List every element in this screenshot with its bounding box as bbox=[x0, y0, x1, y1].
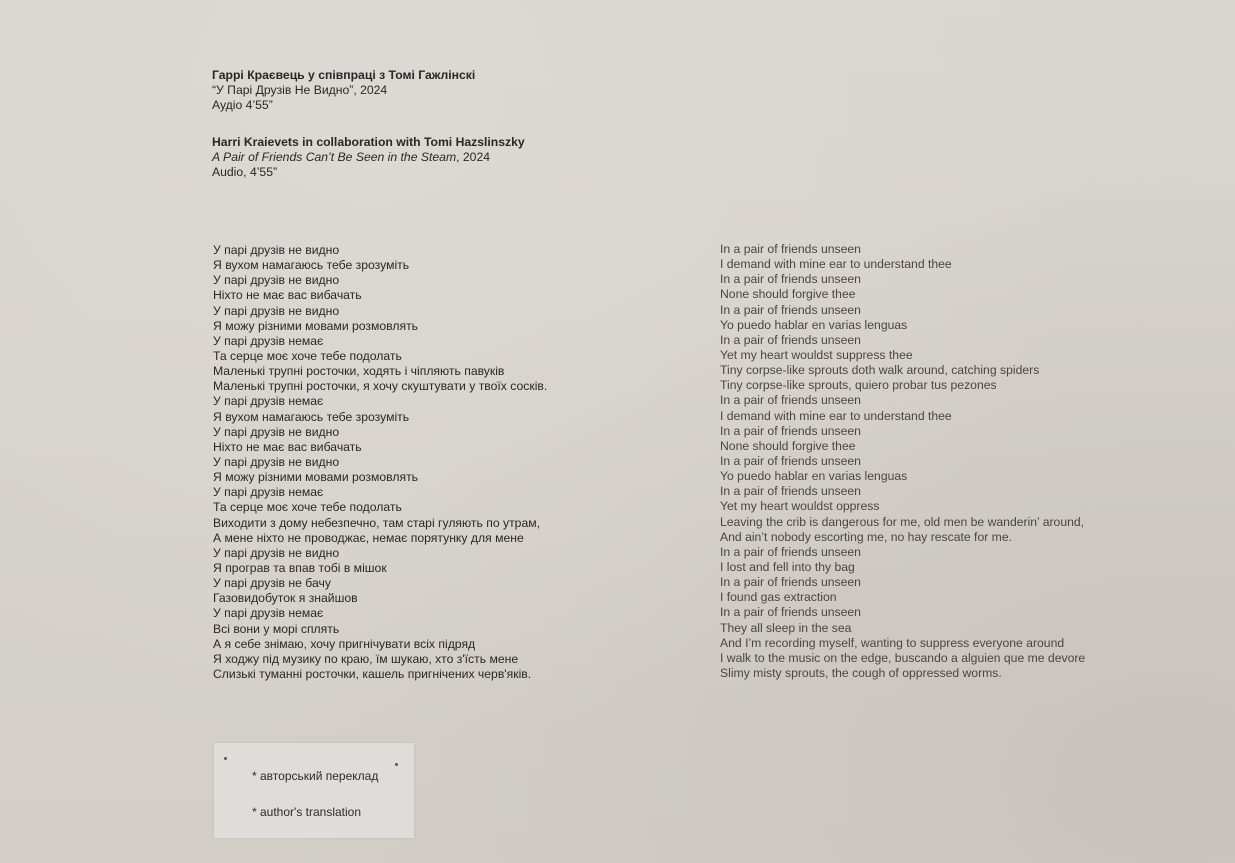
pin-icon bbox=[395, 763, 398, 766]
lyric-line: I walk to the music on the edge, buscando a alguien que me devore bbox=[720, 650, 1086, 665]
lyric-line: Tiny corpse-like sprouts doth walk around, catching spiders bbox=[720, 363, 1040, 378]
lyric-line: I lost and fell into thy bag bbox=[720, 559, 855, 574]
lyric-line: Маленькі трупні росточки, я хочу скуштувати у твоїх сосків. bbox=[213, 379, 548, 394]
lyric-line: I demand with mine ear to understand thee bbox=[720, 408, 952, 423]
lyric-line: У парі друзів не видно bbox=[213, 303, 340, 318]
lyric-line: Та серце моє хоче тебе подолать bbox=[213, 348, 402, 363]
lyric-line: Ніхто не має вас вибачать bbox=[213, 439, 362, 454]
lyric-line: In a pair of friends unseen bbox=[720, 423, 861, 438]
lyric-line: They all sleep in the sea bbox=[720, 620, 852, 635]
lyric-line: In a pair of friends unseen bbox=[720, 484, 861, 499]
lyric-line: Я вухом намагаюсь тебе зрозуміть bbox=[213, 409, 410, 424]
lyric-line: У парі друзів не бачу bbox=[213, 576, 331, 591]
lyric-line: У парі друзів не видно bbox=[213, 545, 340, 560]
lyric-line: Слизькі туманні росточки, кашель пригнічених черв'яків. bbox=[213, 666, 532, 681]
lyric-line: Yo puedo hablar en varias lenguas bbox=[720, 317, 908, 332]
lyric-line: In a pair of friends unseen bbox=[720, 575, 861, 590]
lyric-line: А мене ніхто не проводжає, немає порятунку для мене bbox=[213, 530, 524, 545]
lyric-line: In a pair of friends unseen bbox=[720, 272, 861, 287]
lyric-line: In a pair of friends unseen bbox=[720, 242, 861, 256]
lyric-line: I found gas extraction bbox=[720, 590, 837, 605]
lyric-line: I demand with mine ear to understand thee bbox=[720, 257, 952, 272]
lyric-line: In a pair of friends unseen bbox=[720, 393, 861, 408]
medium-uk: Аудіо 4’55” bbox=[212, 98, 273, 112]
year-en: , 2024 bbox=[456, 150, 490, 164]
lyric-line: Виходити з дому небезпечно, там старі гуляють по утрам, bbox=[213, 515, 540, 530]
lyric-line: In a pair of friends unseen bbox=[720, 544, 861, 559]
header-ukrainian bbox=[212, 68, 632, 113]
lyric-line: Ніхто не має вас вибачать bbox=[213, 288, 362, 303]
lyric-line: Я ходжу під музику по краю, їм шукаю, хто з'їсть мене bbox=[213, 651, 519, 666]
lyric-line: Slimy misty sprouts, the cough of oppressed worms. bbox=[720, 665, 1002, 680]
lyric-line: У парі друзів немає bbox=[213, 394, 324, 409]
lyric-line: In a pair of friends unseen bbox=[720, 302, 861, 317]
title-en: A Pair of Friends Can’t Be Seen in the Steam bbox=[212, 150, 457, 164]
lyric-line: Tiny corpse-like sprouts, quiero probar tus pezones bbox=[720, 378, 997, 393]
pin-icon bbox=[224, 757, 227, 760]
lyric-line: У парі друзів немає bbox=[213, 333, 324, 348]
lyrics-ukrainian bbox=[213, 243, 547, 682]
lyric-line: Yet my heart wouldst oppress bbox=[720, 499, 880, 514]
lyric-line: And I’m recording myself, wanting to suppress everyone around bbox=[720, 635, 1065, 650]
lyric-line: У парі друзів не видно bbox=[213, 424, 340, 439]
wall-label-header bbox=[212, 68, 632, 202]
lyric-line: In a pair of friends unseen bbox=[720, 605, 861, 620]
lyric-line: Yet my heart wouldst suppress thee bbox=[720, 347, 913, 362]
lyric-line: Газовидобуток я знайшов bbox=[213, 591, 358, 606]
lyric-line: Всі вони у морі сплять bbox=[213, 621, 340, 636]
artists-en: Harri Kraievets in collaboration with Tomi Hazslinszky bbox=[212, 135, 525, 149]
lyric-line: None should forgive thee bbox=[720, 438, 856, 453]
lyric-line: Я можу різними мовами розмовлять bbox=[213, 318, 419, 333]
lyric-line: Leaving the crib is dangerous for me, old men be wanderin’ around, bbox=[720, 514, 1085, 529]
header-english bbox=[212, 135, 632, 180]
title-year-en bbox=[212, 150, 632, 165]
lyric-line: У парі друзів не видно bbox=[213, 454, 340, 469]
lyric-line: У парі друзів немає bbox=[213, 485, 324, 500]
lyric-line: Я вухом намагаюсь тебе зрозуміть bbox=[213, 258, 410, 273]
lyric-line: In a pair of friends unseen bbox=[720, 332, 861, 347]
lyric-line: А я себе знімаю, хочу пригнічувати всіх підряд bbox=[213, 636, 476, 651]
lyric-line: Я програв та впав тобі в мішок bbox=[213, 560, 387, 575]
lyrics-english bbox=[720, 242, 1085, 681]
lyric-line: У парі друзів не видно bbox=[213, 273, 340, 288]
lyric-line: Та серце моє хоче тебе подолать bbox=[213, 500, 402, 515]
lyric-line: Маленькі трупні росточки, ходять і чіпляють павуків bbox=[213, 364, 505, 379]
note-uk: * авторський переклад bbox=[252, 769, 379, 783]
note-en: * author's translation bbox=[252, 805, 362, 819]
lyric-line: Yo puedo hablar en varias lenguas bbox=[720, 469, 908, 484]
translation-note-card bbox=[214, 743, 414, 838]
medium-en: Audio, 4’55” bbox=[212, 165, 278, 179]
lyric-line: None should forgive thee bbox=[720, 287, 856, 302]
title-year-uk: “У Парі Друзів Не Видно”, 2024 bbox=[212, 83, 388, 97]
artists-uk: Гаррі Краєвець у співпраці з Томі Гажлінскі bbox=[212, 68, 476, 82]
lyric-line: And ain’t nobody escorting me, no hay rescate for me. bbox=[720, 529, 1012, 544]
lyric-line: In a pair of friends unseen bbox=[720, 453, 861, 468]
lyric-line: Я можу різними мовами розмовлять bbox=[213, 470, 419, 485]
lyric-line: У парі друзів немає bbox=[213, 606, 324, 621]
lyric-line: У парі друзів не видно bbox=[213, 243, 340, 257]
